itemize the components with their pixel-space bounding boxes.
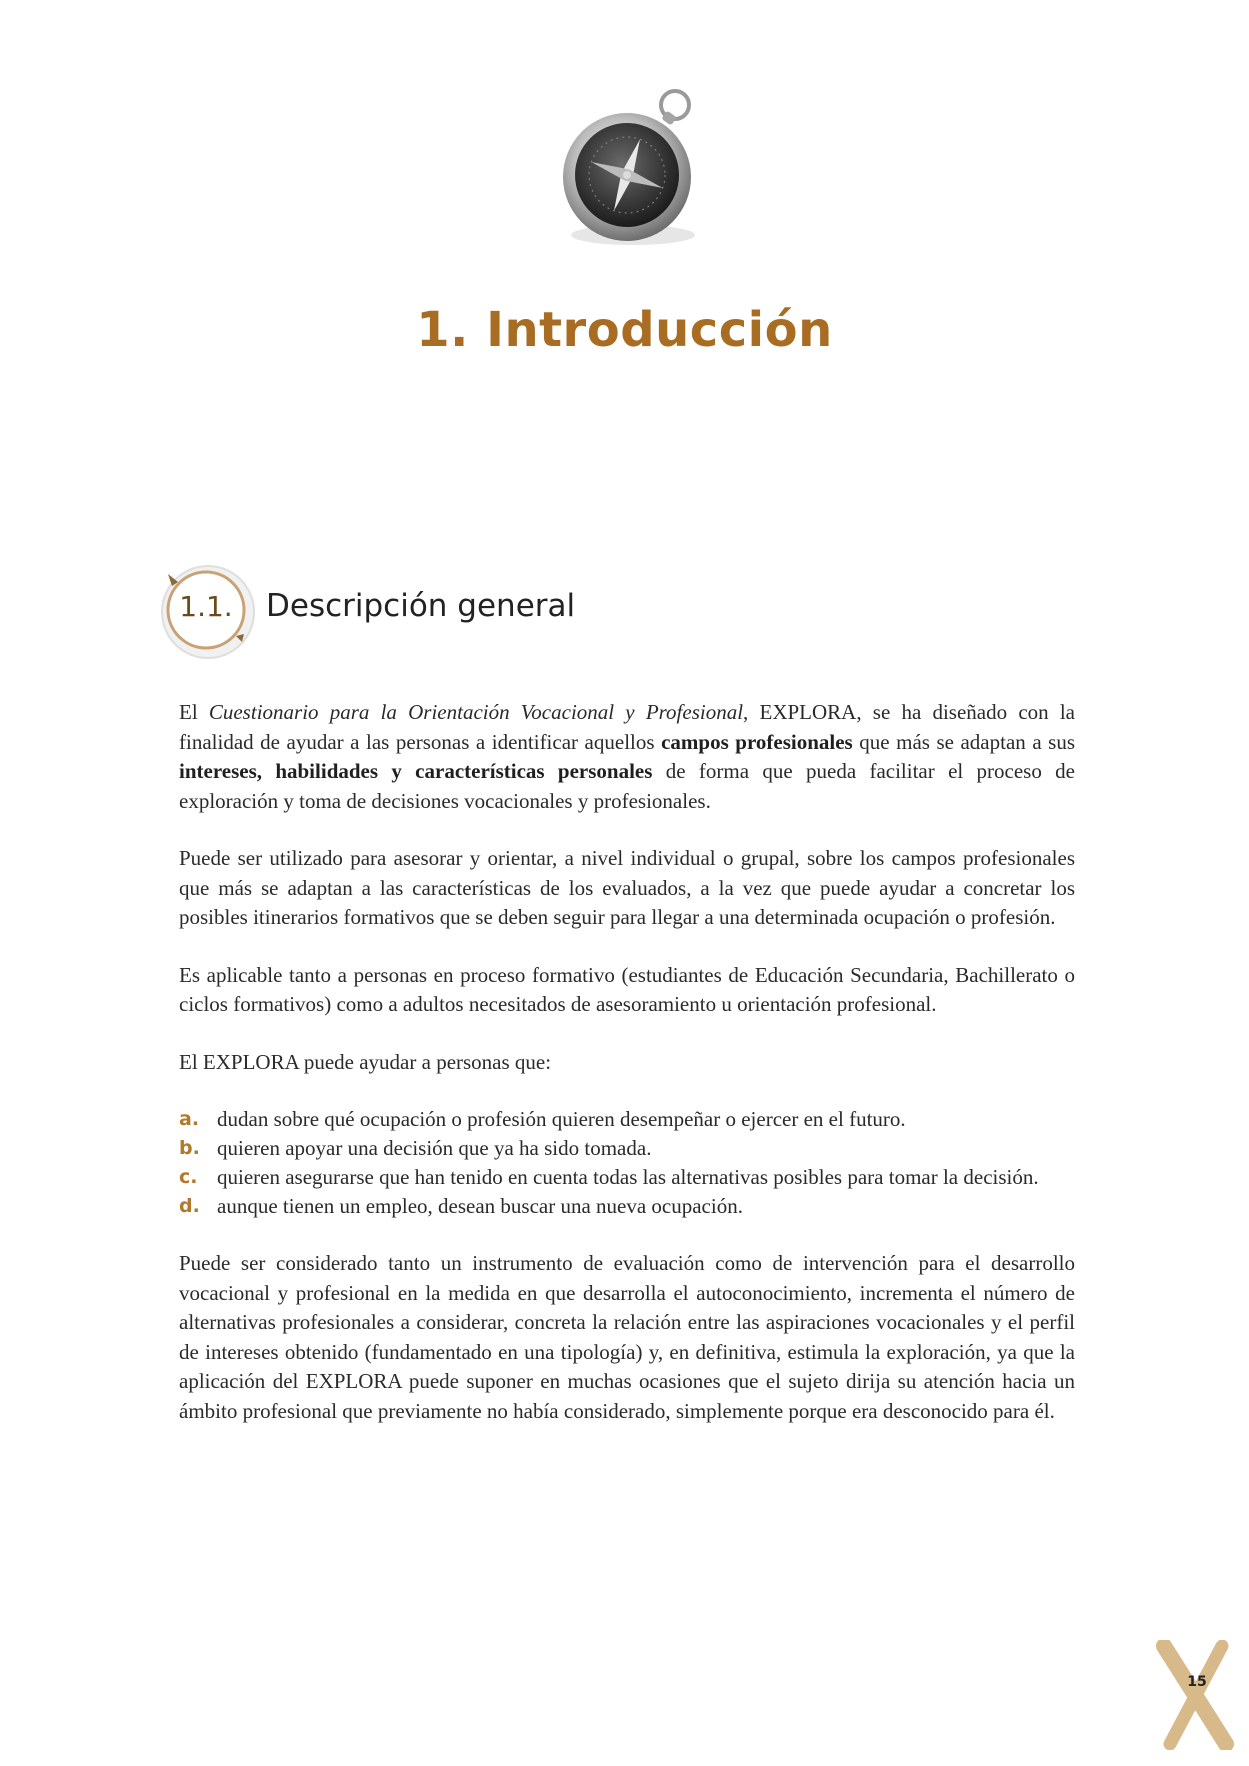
chapter-title: 1. Introducción (416, 302, 833, 358)
section-heading (156, 560, 856, 660)
list-item: c. quieren asegurarse que han tenido en cuenta todas las alternativas posibles para tomar la decisión. (179, 1163, 1075, 1192)
criteria-list (179, 1105, 1075, 1221)
list-item: b. quieren apoyar una decisión que ya ha sido tomada. (179, 1134, 1075, 1163)
body-text (179, 698, 1075, 1454)
paragraph-5: Puede ser considerado tanto un instrumento de evaluación como de intervención para el desarrollo vocacional y profesional en la medida en que desarrolla el autoconocimiento, incrementa el número de alternativas profesionales a considerar, concreta la relación entre las aspiraciones vocacionales y el perfil de intereses obtenido (fundamentado en una tipología) y, en definitiva, estimula la exploración, ya que la aplicación del EXPLORA puede suponer en muchas ocasiones que el sujeto dirija su atención hacia un ámbito profesional que previamente no había considerado, simplemente porque era desconocido para él. (179, 1251, 1075, 1423)
list-marker: a. (179, 1108, 200, 1130)
paragraph-4: El EXPLORA puede ayudar a personas que: (179, 1049, 552, 1074)
list-marker: c. (179, 1166, 198, 1188)
list-item: a. dudan sobre qué ocupación o profesión quieren desempeñar o ejercer en el futuro. (179, 1105, 1075, 1134)
list-item: d. aunque tienen un empleo, desean buscar una nueva ocupación. (179, 1192, 1075, 1221)
paragraph-3: Es aplicable tanto a personas en proceso formativo (estudiantes de Educación Secundaria, Bachillerato o ciclos formativos) como a adultos necesitados de asesoramiento u orientación profesional. (179, 962, 1075, 1016)
paragraph-2: Puede ser utilizado para asesorar y orientar, a nivel individual o grupal, sobre los campos profesionales que más se adaptan a las características de los evaluados, a la vez que puede ayudar a concretar los posibles itinerarios formativos que se deben seguir para llegar a una determinada ocupación o profesión. (179, 846, 1075, 929)
section-title: Descripción general (266, 588, 576, 624)
list-marker: d. (179, 1195, 200, 1217)
page-number: 15 (1187, 1674, 1207, 1690)
list-marker: b. (179, 1137, 200, 1159)
section-number: 1.1. (179, 590, 233, 623)
x-mark-icon (1150, 1640, 1240, 1750)
paragraph-1: El Cuestionario para la Orientación Vocacional y Profesional, EXPLORA, se ha diseñado con la finalidad de ayudar a las personas a identificar aquellos campos profesionales que más se adaptan a sus intereses, habilidades y características personales de forma que pueda facilitar el proceso de exploración y toma de decisiones vocacionales y profesionales. (179, 700, 1076, 813)
compass-image (545, 85, 715, 255)
